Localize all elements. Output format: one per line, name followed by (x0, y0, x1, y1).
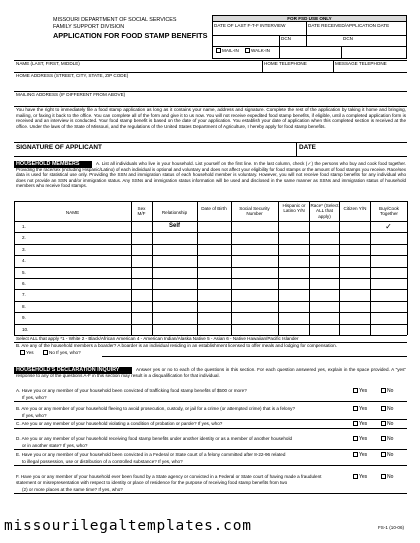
declaration-intro: Answer yes or no to each of the questions in this section. For each question answered yes, explain in the space provided. A "yes" response to any of the questions A-F in this section may result in a disqualification for that individual. (16, 367, 406, 378)
household-instructions: A. List all individuals who live in your household. List yourself on the first line. In the last column, check (✓) the persons who buy and cook food together. Providing the race/sex (including Hispanic/Latino) of each individual is optional and voluntary and does not affect your eligibility for food stamps or the amount of food stamps you receive. Race/sex data is used for statistical use only. Providing the SSN and immigration status of each household member is voluntary. However, you will not receive food stamp benefits for any individual who does not provide an SSN and/or immigration status. Any SSNs and immigration status information will be used and disclosed in the same manner as SSNs and immigration status of household members who receive food stamps. (16, 161, 406, 189)
no-label: No (387, 474, 394, 480)
question-divider (14, 493, 407, 494)
rights-paragraph: You have the right to immediately file a food stamp application as long as it contains your name, address and signature. Complete the rest of the application by taking it home and bringing, mailing, or faxing it back to the office. You can complete all of the form and give it to us now. You will not receive expedited food stamp benefits, if eligible, until a completed application form is received and an interview is conducted. Your food stamp benefit is based on the date of your application. You establish your date of application when this completed section is received at the office. Under the laws of the State of Missouri, and the regulations of the United States Department of Agriculture, I hereby apply for food stamp benefits. (16, 107, 406, 130)
form-number: FS-1 (10-06) (378, 525, 405, 530)
question-divider (14, 401, 407, 402)
message-phone-field[interactable] (335, 61, 387, 66)
boarder-yes-label: Yes (26, 350, 34, 355)
table-row[interactable] (14, 301, 407, 312)
row-buy-cook-check[interactable]: ✓ (385, 222, 392, 231)
no-option[interactable] (381, 406, 393, 412)
row-number: 2. (22, 235, 26, 241)
dcn-label-1: DCN (281, 36, 291, 41)
row-number: 6. (22, 281, 26, 286)
col-citizen: Citizen Y/N (343, 206, 367, 211)
no-option[interactable] (381, 474, 393, 480)
home-address-label: HOME ADDRESS (STREET, CITY, STATE, ZIP CODE) (16, 73, 129, 78)
declaration-question-c (16, 421, 407, 427)
yes-option[interactable] (353, 452, 367, 458)
boarder-yes-checkbox[interactable] (20, 350, 25, 355)
yes-checkbox[interactable] (353, 421, 358, 426)
form-title: APPLICATION FOR FOOD STAMP BENEFITS (53, 31, 208, 40)
row-number: 10. (22, 326, 29, 332)
question-text: D. Are you or any member of your household receiving food stamp benefits under another identity or as a member of another household (16, 436, 293, 441)
walk-in-checkbox[interactable] (245, 48, 250, 53)
division-name: FAMILY SUPPORT DIVISION (53, 24, 125, 30)
no-checkbox[interactable] (381, 388, 386, 393)
no-option[interactable] (381, 388, 393, 394)
question-divider (14, 449, 407, 450)
yes-checkbox[interactable] (353, 452, 358, 457)
table-row[interactable] (14, 267, 407, 278)
question-followup: (2) or more places at the same time? If yes, who? (22, 487, 123, 492)
table-row[interactable] (14, 232, 407, 243)
yes-checkbox[interactable] (353, 474, 358, 479)
boarder-no-checkbox[interactable] (43, 350, 48, 355)
no-option[interactable] (381, 436, 393, 442)
yes-option[interactable] (353, 436, 367, 442)
no-option[interactable] (381, 421, 393, 427)
declaration-question-d (16, 436, 407, 449)
signature-date-field[interactable] (297, 143, 407, 156)
col-race: Race* (Select ALL that apply) (310, 203, 339, 219)
boarder-no-option[interactable] (43, 350, 81, 355)
declaration-question-b (16, 406, 407, 419)
question-followup: or in another state? If yes, who? (22, 443, 88, 448)
yes-checkbox[interactable] (353, 436, 358, 441)
declaration-question-f (16, 474, 407, 493)
col-ssn: Social Security Number (239, 206, 270, 217)
question-divider (14, 419, 407, 420)
row-number: 3. (22, 246, 26, 252)
table-row[interactable] (14, 221, 407, 232)
yes-option[interactable] (353, 406, 367, 412)
row-number: 8. (22, 303, 26, 309)
no-checkbox[interactable] (381, 421, 386, 426)
boarder-yes-option[interactable] (20, 350, 34, 355)
boarder-who-line[interactable] (102, 356, 407, 357)
walk-in-option[interactable] (245, 48, 270, 53)
no-label: No (387, 388, 394, 394)
question-followup: If yes, who? (22, 413, 47, 418)
fsd-use-only-label: FOR FSD USE ONLY (287, 16, 332, 21)
question-text: E. Have you or any member of your household been convicted in a Federal or State court of a felony committed after 8-22-96 related (16, 452, 286, 457)
date-received-label: DATE RECEIVED/APPLICATION DATE (308, 23, 390, 28)
message-phone-label: MESSAGE TELEPHONE (335, 61, 387, 66)
boarder-question: B. Are any of the household members a boarder? A boarder is an individual residing in an establishment licensed to offer meals and lodging for compensation. (16, 343, 337, 348)
col-relationship: Relationship (161, 210, 188, 215)
yes-checkbox[interactable] (353, 406, 358, 411)
table-row[interactable] (14, 324, 407, 335)
signature-date-label: DATE (299, 144, 316, 151)
question-text: A. Have you or any member of your household been convicted of trafficking food stamp benefits of $500 or more? (16, 388, 247, 393)
home-address-field[interactable] (16, 73, 406, 87)
fsd-use-only-bar (212, 15, 407, 22)
question-followup: to illegal possession, use or distribution of a controlled substance? If yes, who? (22, 459, 183, 464)
signature-label: SIGNATURE OF APPLICANT (16, 144, 102, 151)
yes-option[interactable] (353, 474, 367, 480)
col-sex: Sex M/F (137, 206, 146, 217)
name-field[interactable] (16, 61, 262, 72)
mail-in-label: MAIL-IN (222, 48, 239, 53)
yes-option[interactable] (353, 421, 367, 427)
walk-in-label: WALK-IN (251, 48, 270, 53)
mail-in-option[interactable] (216, 48, 239, 53)
yes-label: Yes (359, 474, 368, 480)
yes-label: Yes (359, 406, 368, 412)
signature-field[interactable] (14, 143, 296, 156)
row-relationship[interactable]: Self (168, 223, 180, 229)
yes-option[interactable] (353, 388, 367, 394)
watermark: missourilegaltemplates.com (4, 518, 252, 534)
name-label: NAME (LAST, FIRST, MIDDLE) (16, 61, 80, 66)
home-phone-label: HOME TELEPHONE (264, 61, 307, 66)
yes-label: Yes (359, 436, 368, 442)
row-number: 9. (22, 315, 26, 321)
yes-label: Yes (359, 452, 368, 458)
col-name: NAME (65, 210, 80, 215)
question-text: B. Are you or any member of your household fleeing to avoid prosecution, custody, or jail for a crime (or attempted crime) that is a felony? (16, 406, 295, 411)
household-members-bar: HOUSEHOLD MEMBERS (14, 161, 92, 168)
no-checkbox[interactable] (381, 452, 386, 457)
question-text: C. Are you or any member of your household violating a condition of probation or parole? If yes, who? (16, 421, 223, 426)
table-row[interactable] (14, 255, 407, 266)
no-label: No (387, 436, 394, 442)
no-label: No (387, 406, 394, 412)
no-checkbox[interactable] (381, 436, 386, 441)
row-number: 5. (22, 269, 26, 275)
yes-label: Yes (359, 421, 368, 427)
mailing-address-label: MAILING ADDRESS (IF DIFFERENT FROM ABOVE) (16, 92, 126, 97)
no-option[interactable] (381, 452, 393, 458)
col-hispanic: Hispanic or Latino Y/N (282, 203, 306, 214)
table-row[interactable] (14, 312, 407, 323)
date-last-interview-label: DATE OF LAST F-T-F INTERVIEW (214, 23, 286, 28)
declaration-bar: HOUSEHOLD'S DECLARATION INQUIRY (14, 367, 132, 374)
no-label: No (387, 421, 394, 427)
no-checkbox[interactable] (381, 474, 386, 479)
yes-checkbox[interactable] (353, 388, 358, 393)
col-buy-cook: Buy/Cook Together (379, 206, 399, 217)
question-divider (14, 428, 407, 429)
question-text: F. Have you or any member of your household ever been found by a State agency or convicted in a Federal or State court of having made a fraudulent statement or misrepresentation with respect to identity or place of residence for the purpose of receiving food stamp benefits from two (16, 474, 322, 485)
yes-label: Yes (359, 388, 368, 394)
table-row[interactable] (14, 278, 407, 289)
agency-name: MISSOURI DEPARTMENT OF SOCIAL SERVICES (53, 17, 177, 23)
declaration-question-a (16, 388, 407, 401)
row-number: 7. (22, 292, 26, 298)
home-phone-field[interactable] (264, 61, 307, 66)
question-divider (14, 465, 407, 466)
mailing-address-field[interactable] (16, 92, 406, 106)
question-followup: If yes, who? (22, 395, 47, 400)
race-key: Select ALL that apply *1 - White 2 - Black/African American 4 - American Indian/Alaska Native 5 - Asian 6 - Native Hawaiian/Pacific Islander (16, 336, 299, 341)
no-label: No (387, 452, 394, 458)
row-number: 1. (22, 224, 26, 229)
no-checkbox[interactable] (381, 406, 386, 411)
mail-in-checkbox[interactable] (216, 48, 221, 53)
declaration-question-e (16, 452, 407, 465)
boarder-no-label: No If yes, who? (49, 350, 81, 355)
table-row[interactable] (14, 244, 407, 255)
row-number: 4. (22, 258, 26, 264)
table-row[interactable] (14, 289, 407, 300)
dcn-label-2: DCN (343, 36, 353, 41)
col-dob: Date of Birth (201, 206, 227, 211)
